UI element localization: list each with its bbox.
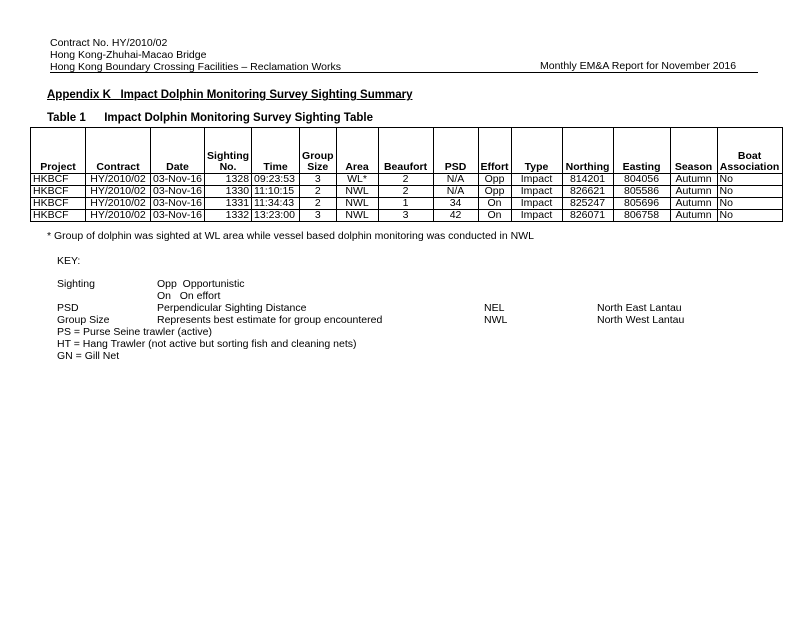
- cell-project: HKBCF: [31, 198, 86, 210]
- key-groupsize-label: Group Size: [57, 314, 110, 326]
- cell-time: 11:10:15: [252, 186, 300, 198]
- cell-group-size: 3: [300, 174, 337, 186]
- cell-beaufort: 2: [378, 174, 433, 186]
- cell-sighting-no: 1328: [205, 174, 252, 186]
- col-group-size: Group Size: [300, 128, 337, 174]
- cell-season: Autumn: [670, 210, 717, 222]
- table-row: [31, 174, 783, 186]
- cell-project: HKBCF: [31, 174, 86, 186]
- cell-contract: HY/2010/02: [86, 174, 151, 186]
- cell-northing: 825247: [562, 198, 613, 210]
- cell-boat-association: No: [717, 210, 782, 222]
- cell-psd: 34: [433, 198, 478, 210]
- sighting-table: [30, 127, 783, 222]
- cell-date: 03-Nov-16: [151, 186, 205, 198]
- cell-project: HKBCF: [31, 210, 86, 222]
- col-northing: Northing: [562, 128, 613, 174]
- cell-date: 03-Nov-16: [151, 198, 205, 210]
- cell-boat-association: No: [717, 174, 782, 186]
- key-hang-trawler: HT = Hang Trawler (not active but sorting fish and cleaning nets): [57, 338, 357, 350]
- key-sighting-on: On On effort: [157, 290, 221, 302]
- cell-contract: HY/2010/02: [86, 198, 151, 210]
- cell-group-size: 2: [300, 186, 337, 198]
- cell-time: 09:23:53: [252, 174, 300, 186]
- cell-time: 13:23:00: [252, 210, 300, 222]
- cell-northing: 814201: [562, 174, 613, 186]
- col-beaufort: Beaufort: [378, 128, 433, 174]
- cell-type: Impact: [511, 174, 562, 186]
- cell-effort: Opp: [478, 174, 511, 186]
- cell-project: HKBCF: [31, 186, 86, 198]
- cell-season: Autumn: [670, 198, 717, 210]
- cell-group-size: 2: [300, 198, 337, 210]
- cell-psd: N/A: [433, 174, 478, 186]
- cell-beaufort: 2: [378, 186, 433, 198]
- col-type: Type: [511, 128, 562, 174]
- col-contract: Contract: [86, 128, 151, 174]
- cell-area: WL*: [336, 174, 378, 186]
- table-label: Table 1: [47, 112, 86, 124]
- key-nel-abbr: NEL: [484, 302, 505, 314]
- cell-group-size: 3: [300, 210, 337, 222]
- report-title: Monthly EM&A Report for November 2016: [540, 60, 737, 72]
- key-psd-desc: Perpendicular Sighting Distance: [157, 302, 307, 314]
- table-title: [47, 112, 373, 124]
- table-row: [31, 210, 783, 222]
- table-header-row: [31, 128, 783, 174]
- table-footnote: * Group of dolphin was sighted at WL area while vessel based dolphin monitoring was conducted in NWL: [47, 230, 534, 242]
- cell-sighting-no: 1332: [205, 210, 252, 222]
- table-row: [31, 198, 783, 210]
- cell-boat-association: No: [717, 186, 782, 198]
- key-purse-seine: PS = Purse Seine trawler (active): [57, 326, 212, 338]
- works-name: Hong Kong Boundary Crossing Facilities – Reclamation Works: [50, 61, 342, 73]
- cell-contract: HY/2010/02: [86, 210, 151, 222]
- col-season: Season: [670, 128, 717, 174]
- col-effort: Effort: [478, 128, 511, 174]
- col-date: Date: [151, 128, 205, 174]
- key-nwl-desc: North West Lantau: [597, 314, 685, 326]
- key-sighting-opp: Opp Opportunistic: [157, 278, 245, 290]
- col-time: Time: [252, 128, 300, 174]
- cell-time: 11:34:43: [252, 198, 300, 210]
- cell-area: NWL: [336, 210, 378, 222]
- col-sighting-no: Sighting No.: [205, 128, 252, 174]
- cell-date: 03-Nov-16: [151, 174, 205, 186]
- cell-type: Impact: [511, 186, 562, 198]
- cell-psd: 42: [433, 210, 478, 222]
- key-gill-net: GN = Gill Net: [57, 350, 120, 362]
- cell-season: Autumn: [670, 174, 717, 186]
- cell-season: Autumn: [670, 186, 717, 198]
- header-divider: [50, 72, 758, 73]
- appendix-title: Appendix K Impact Dolphin Monitoring Survey Sighting Summary: [47, 89, 413, 101]
- col-easting: Easting: [613, 128, 670, 174]
- cell-easting: 804056: [613, 174, 670, 186]
- col-psd: PSD: [433, 128, 478, 174]
- cell-beaufort: 1: [378, 198, 433, 210]
- key-nel-desc: North East Lantau: [597, 302, 682, 314]
- cell-contract: HY/2010/02: [86, 186, 151, 198]
- cell-easting: 806758: [613, 210, 670, 222]
- cell-date: 03-Nov-16: [151, 210, 205, 222]
- cell-easting: 805586: [613, 186, 670, 198]
- cell-type: Impact: [511, 198, 562, 210]
- cell-sighting-no: 1331: [205, 198, 252, 210]
- table-caption: Impact Dolphin Monitoring Survey Sighting Table: [104, 112, 373, 124]
- cell-psd: N/A: [433, 186, 478, 198]
- cell-area: NWL: [336, 186, 378, 198]
- cell-northing: 826621: [562, 186, 613, 198]
- contract-number: Contract No. HY/2010/02: [50, 37, 168, 49]
- key-psd-label: PSD: [57, 302, 79, 314]
- cell-northing: 826071: [562, 210, 613, 222]
- cell-sighting-no: 1330: [205, 186, 252, 198]
- col-area: Area: [336, 128, 378, 174]
- cell-boat-association: No: [717, 198, 782, 210]
- project-name: Hong Kong-Zhuhai-Macao Bridge: [50, 49, 207, 61]
- cell-easting: 805696: [613, 198, 670, 210]
- key-nwl-abbr: NWL: [484, 314, 508, 326]
- key-sighting-label: Sighting: [57, 278, 95, 290]
- cell-beaufort: 3: [378, 210, 433, 222]
- table-row: [31, 186, 783, 198]
- cell-area: NWL: [336, 198, 378, 210]
- col-boat-association: Boat Association: [717, 128, 782, 174]
- cell-effort: On: [478, 198, 511, 210]
- key-groupsize-desc: Represents best estimate for group encountered: [157, 314, 383, 326]
- key-title: KEY:: [57, 255, 81, 267]
- cell-effort: Opp: [478, 186, 511, 198]
- cell-effort: On: [478, 210, 511, 222]
- col-project: Project: [31, 128, 86, 174]
- cell-type: Impact: [511, 210, 562, 222]
